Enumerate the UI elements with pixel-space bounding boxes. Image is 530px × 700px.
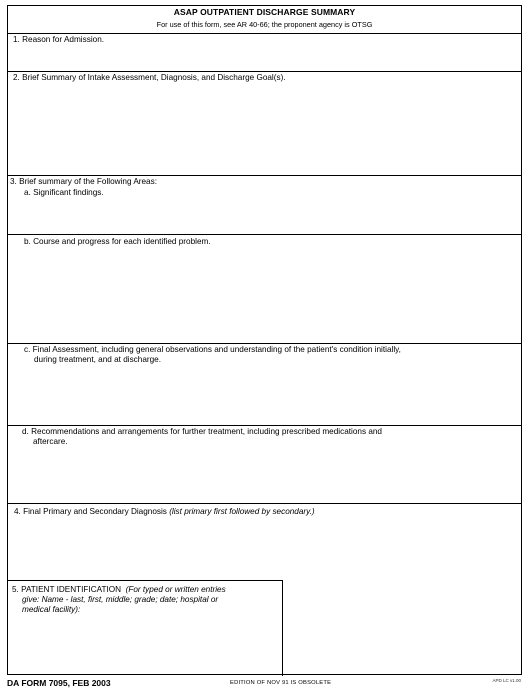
recommendations-line2: aftercare.: [33, 437, 68, 446]
recommendations-field[interactable]: [8, 425, 521, 503]
patient-identification-right-area[interactable]: [283, 580, 521, 674]
diagnosis-field[interactable]: [8, 503, 521, 580]
patient-id-label-text: 5. PATIENT IDENTIFICATION: [12, 585, 122, 594]
divider: [8, 175, 521, 176]
diagnosis-label-text: 4. Final Primary and Secondary Diagnosis: [14, 507, 167, 516]
significant-findings-label: a. Significant findings.: [24, 188, 104, 197]
areas-heading: 3. Brief summary of the Following Areas:: [10, 177, 157, 186]
version-label: APD LC v1.00: [492, 678, 521, 683]
final-assessment-line2: during treatment, and at discharge.: [34, 355, 161, 364]
form-title: ASAP OUTPATIENT DISCHARGE SUMMARY: [173, 7, 356, 17]
patient-identification-label: [12, 585, 280, 615]
form-frame: [7, 5, 522, 675]
final-assessment-field[interactable]: [8, 343, 521, 425]
diagnosis-note: (list primary first followed by secondary.): [169, 507, 315, 516]
patient-id-note-line1: (For typed or written entries: [125, 585, 226, 594]
course-progress-label: b. Course and progress for each identified problem.: [24, 237, 211, 246]
final-assessment-line1: c. Final Assessment, including general observations and understanding of the patient's condition initially,: [24, 345, 401, 354]
edition-note: EDITION OF NOV 91 IS OBSOLETE: [230, 680, 332, 686]
patient-id-note-line3: medical facility):: [22, 605, 81, 614]
patient-identification-box[interactable]: [8, 580, 283, 676]
recommendations-line1: d. Recommendations and arrangements for further treatment, including prescribed medications and: [22, 427, 382, 436]
form-subtitle: For use of this form, see AR 40-66; the proponent agency is OTSG: [156, 20, 373, 29]
reason-for-admission-label: 1. Reason for Admission.: [13, 35, 105, 44]
reason-for-admission-field[interactable]: [8, 33, 521, 71]
brief-summary-label: 2. Brief Summary of Intake Assessment, Diagnosis, and Discharge Goal(s).: [13, 73, 286, 82]
course-progress-field[interactable]: [8, 234, 521, 343]
significant-findings-field[interactable]: [8, 186, 521, 234]
patient-id-note-line2: give: Name - last, first, middle; grade; date; hospital or: [22, 595, 219, 604]
brief-summary-field[interactable]: [8, 71, 521, 175]
form-number: DA FORM 7095, FEB 2003: [7, 678, 111, 688]
